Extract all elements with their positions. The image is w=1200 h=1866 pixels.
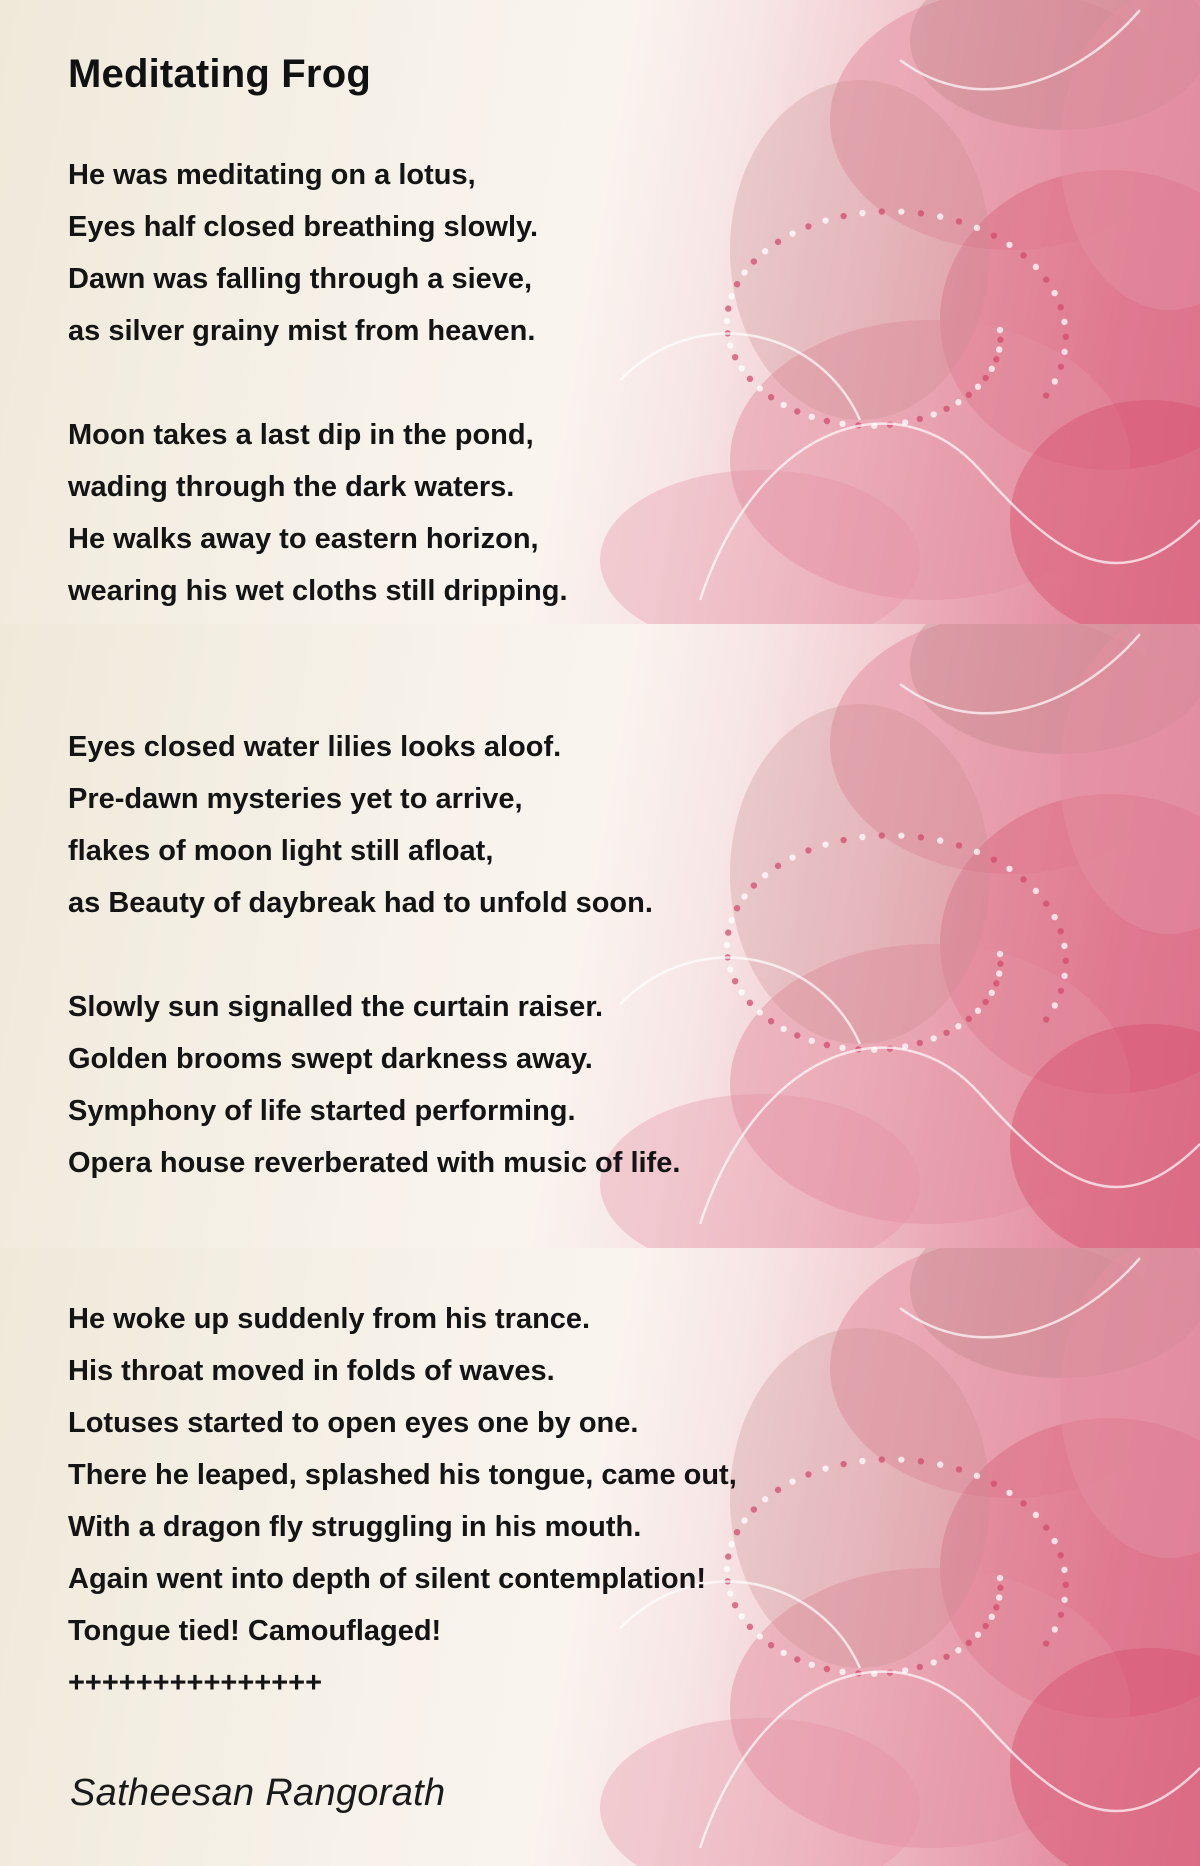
poem-line: Again went into depth of silent contemplation! — [68, 1563, 706, 1595]
poem-line: as Beauty of daybreak had to unfold soon. — [68, 887, 653, 919]
poem-line: Moon takes a last dip in the pond, — [68, 419, 534, 451]
poem-line: Opera house reverberated with music of life. — [68, 1147, 681, 1179]
poem-line: Dawn was falling through a sieve, — [68, 263, 533, 295]
poem-line: There he leaped, splashed his tongue, came out, — [68, 1459, 737, 1491]
poem-line: Pre-dawn mysteries yet to arrive, — [68, 783, 523, 815]
poem-line: Symphony of life started performing. — [68, 1095, 576, 1127]
poem-line: Tongue tied! Camouflaged! — [68, 1615, 442, 1647]
poem-line: With a dragon fly struggling in his mouth. — [68, 1511, 642, 1543]
poem-line: Lotuses started to open eyes one by one. — [68, 1407, 639, 1439]
poem-line: He walks away to eastern horizon, — [68, 523, 539, 555]
poem-line: Slowly sun signalled the curtain raiser. — [68, 991, 604, 1023]
poem-line: Eyes closed water lilies looks aloof. — [68, 731, 562, 763]
poem-line: He woke up suddenly from his trance. — [68, 1303, 591, 1335]
poem-line: His throat moved in folds of waves. — [68, 1355, 555, 1387]
poem-line: flakes of moon light still afloat, — [68, 835, 494, 867]
poem-line: Golden brooms swept darkness away. — [68, 1043, 593, 1075]
poem-line: wearing his wet cloths still dripping. — [68, 575, 568, 607]
poem-line: Eyes half closed breathing slowly. — [68, 211, 539, 243]
poem-line: +++++++++++++++ — [68, 1667, 323, 1699]
poem-author: Satheesan Rangorath — [70, 1772, 446, 1814]
poem-line: as silver grainy mist from heaven. — [68, 315, 536, 347]
poem-title: Meditating Frog — [68, 52, 371, 96]
poem-line: wading through the dark waters. — [68, 471, 515, 503]
poem-line: He was meditating on a lotus, — [68, 159, 476, 191]
